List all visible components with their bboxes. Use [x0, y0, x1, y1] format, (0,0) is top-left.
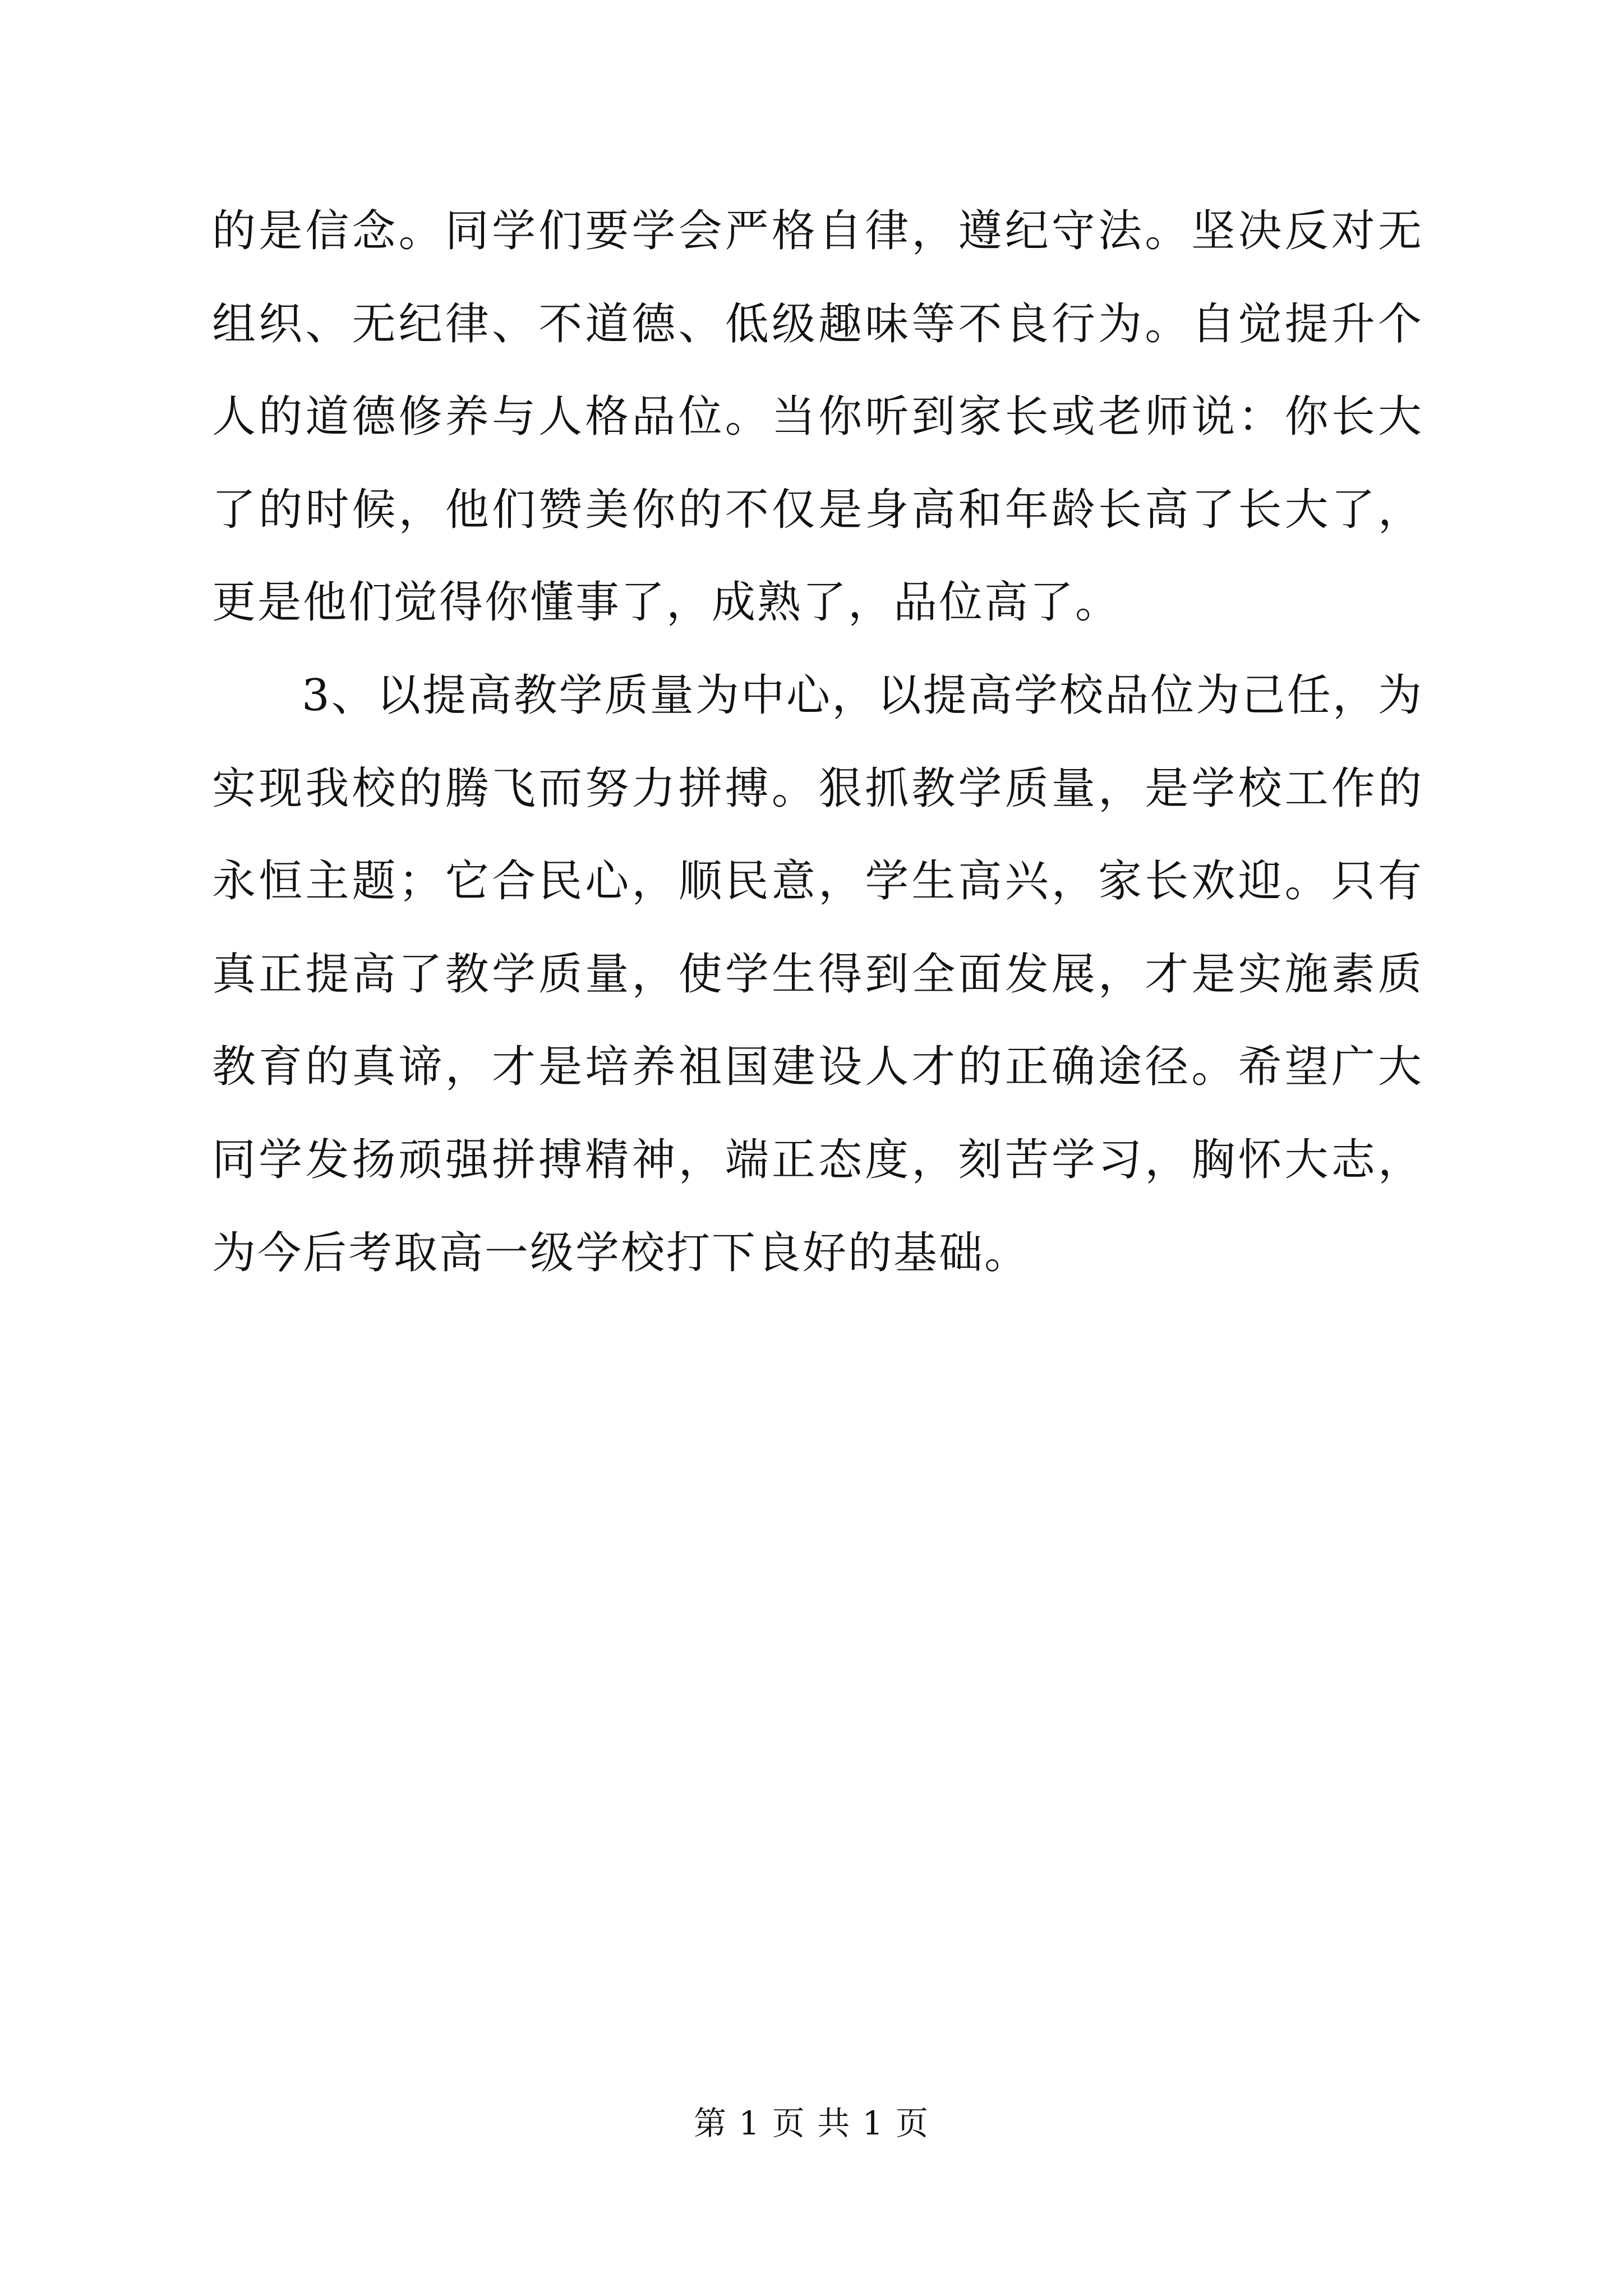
- page-footer: 第 1 页 共 1 页: [694, 2104, 929, 2142]
- paragraph-continuation: 的是信念。同学们要学会严格自律，遵纪守法。坚决反对无组织、无纪律、不道德、低级趣味等不良行为。自觉提升个人的道德修养与人格品位。当你听到家长或老师说：你长大了的时候，他们赞美你的不仅是身高和年龄长高了长大了，更是他们觉得你懂事了，成熟了，品位高了。: [212, 206, 1423, 628]
- document-body: [212, 185, 1423, 1300]
- paragraph-item-3: 3、以提高教学质量为中心，以提高学校品位为己任，为实现我校的腾飞而努力拼搏。狠抓教学质量，是学校工作的永恒主题；它合民心，顺民意，学生高兴，家长欢迎。只有真正提高了教学质量，使学生得到全面发展，才是实施素质教育的真谛，才是培养祖国建设人才的正确途径。希望广大同学发扬顽强拼搏精神，端正态度，刻苦学习，胸怀大志，为今后考取高一级学校打下良好的基础。: [212, 670, 1423, 1278]
